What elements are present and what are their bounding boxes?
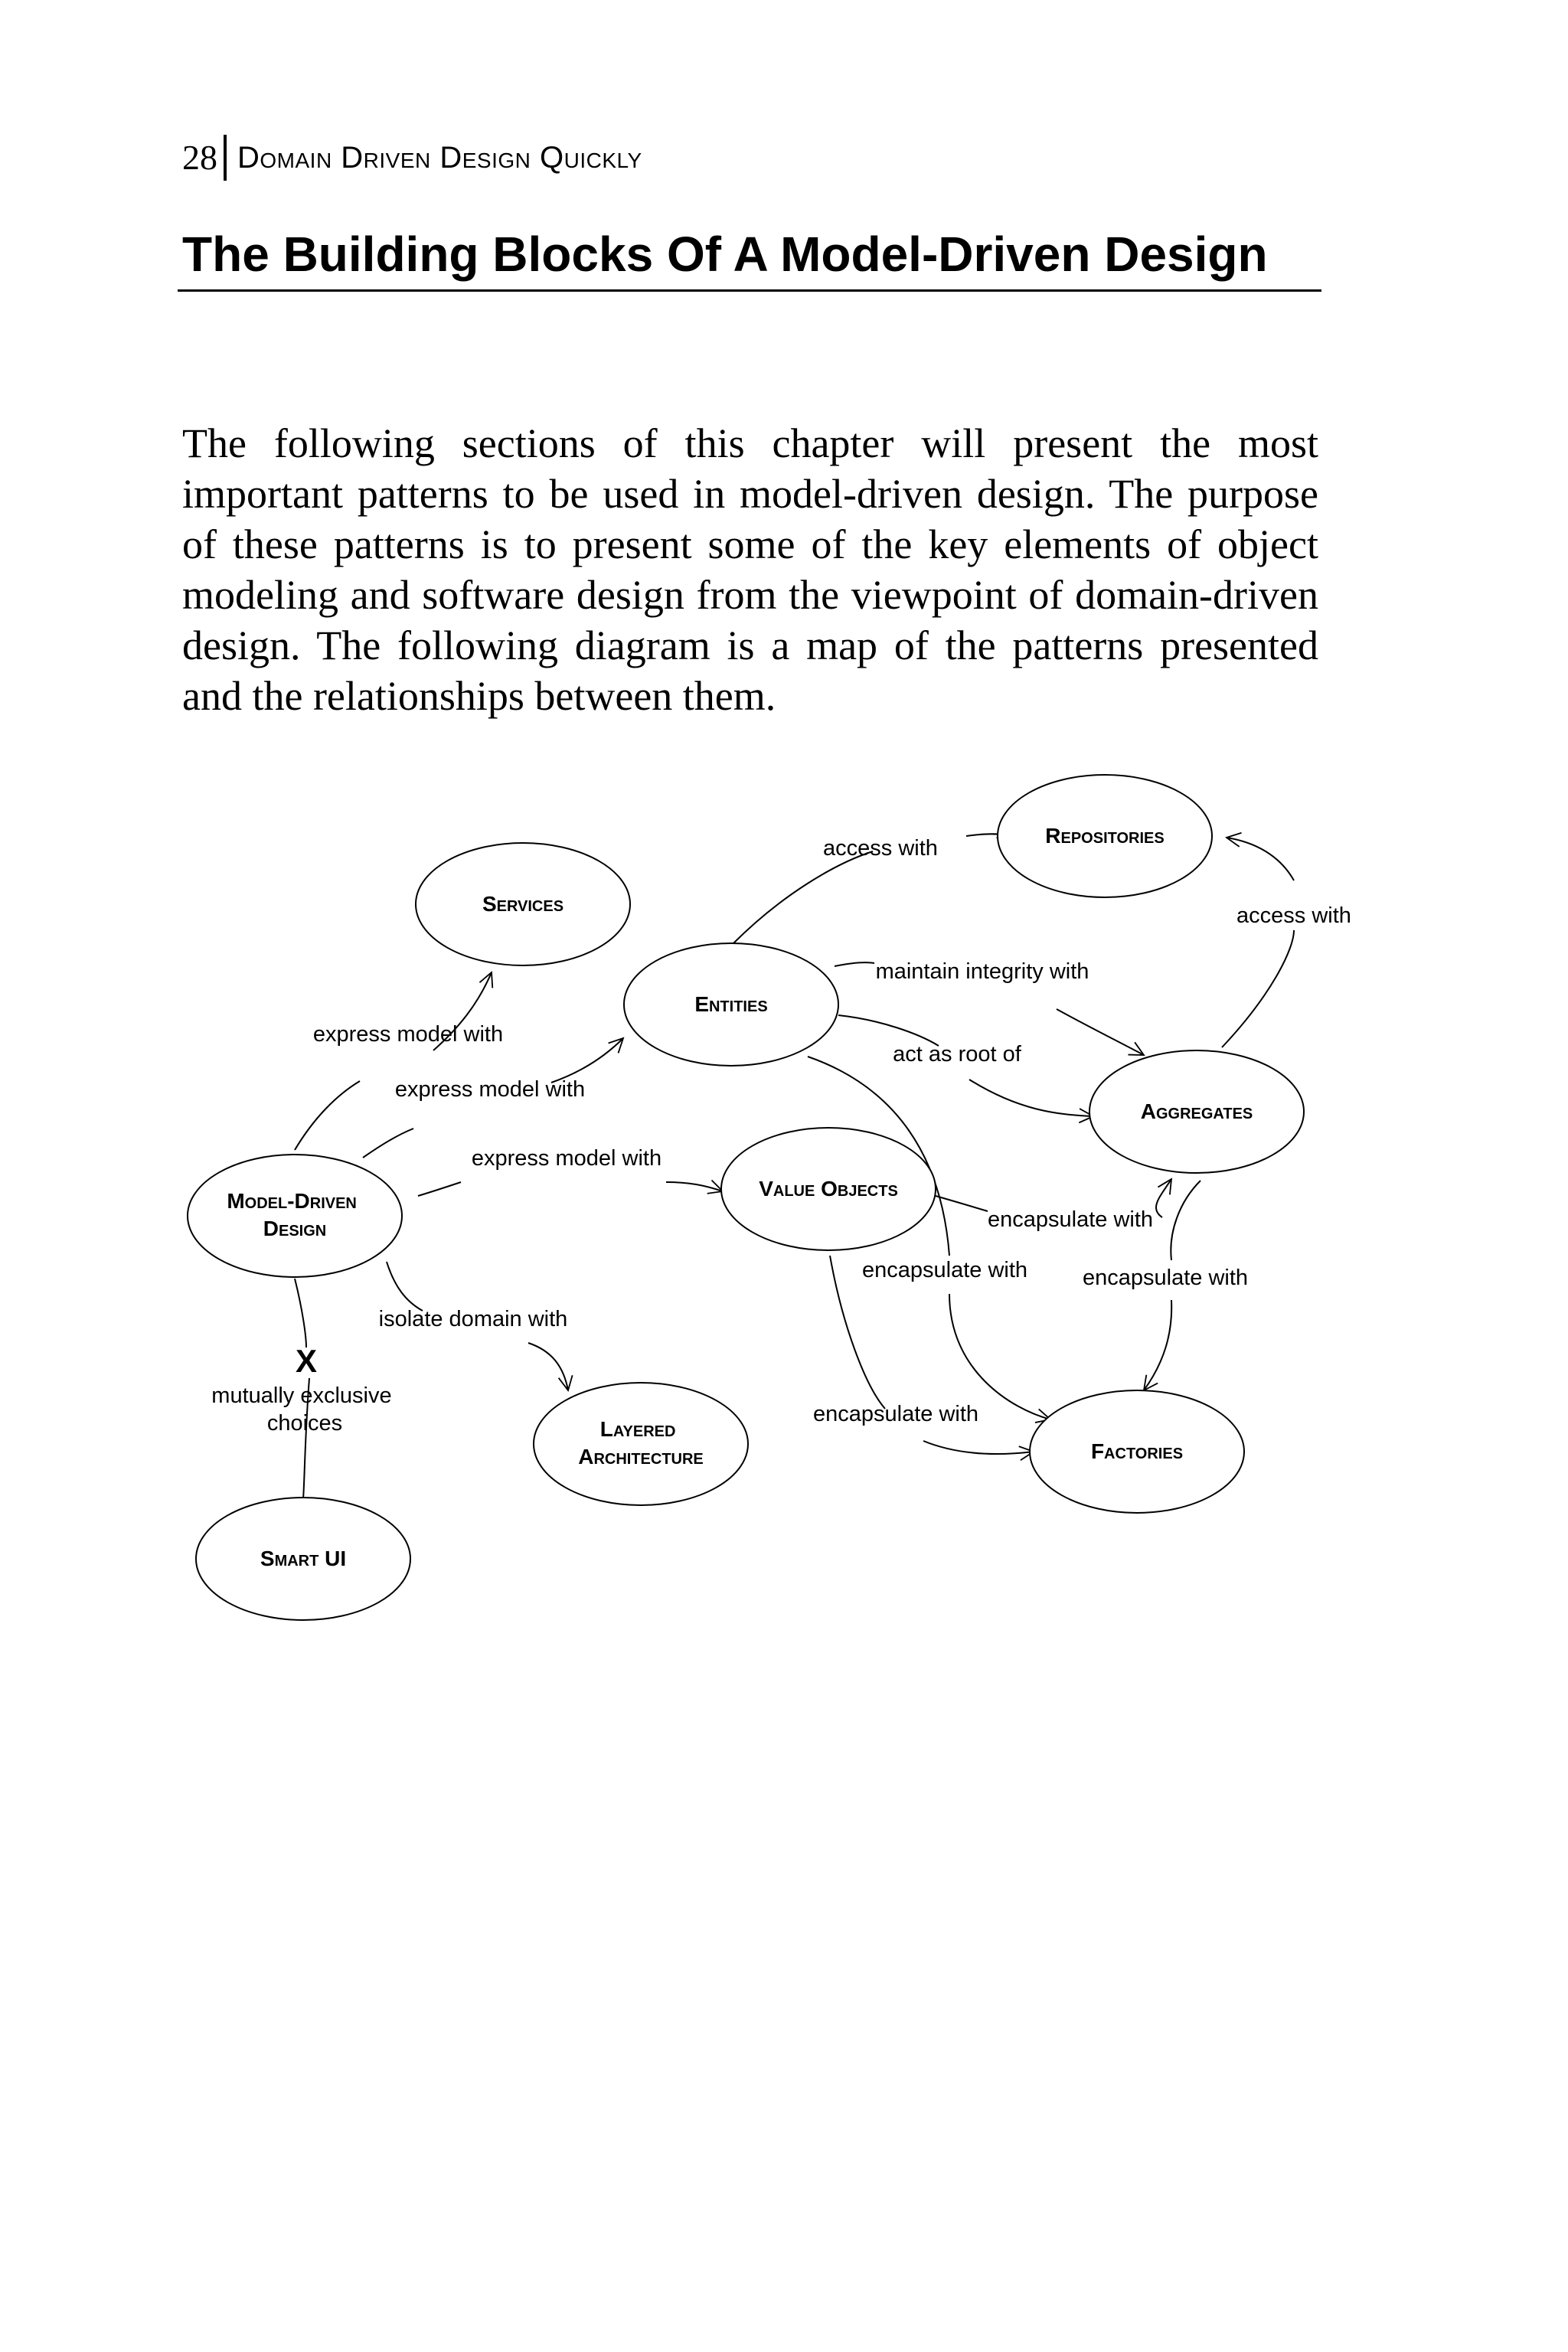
label-factories: Factories xyxy=(1090,1439,1184,1463)
edge-label-aggregates-access-repositories: access with xyxy=(1236,903,1351,928)
exclusive-marker: X xyxy=(295,1343,318,1379)
body-paragraph: The following sections of this chapter will present the most important patterns to be used in model-driven design. The purpose of these patterns is to present some of the key elements of object modeling and software design from the viewpoint of domain-driven design. The following diagram is a map of the patterns presented and the relationships between them. xyxy=(182,420,1318,719)
node-layered-architecture xyxy=(534,1383,748,1505)
book-title: Domain Driven Design Quickly xyxy=(237,141,642,175)
edge-mdd-services xyxy=(295,972,492,1150)
edge-label-entities-maintain-aggregates: maintain integrity with xyxy=(875,959,1089,984)
edge-aggregates-repositories xyxy=(1222,838,1294,1047)
label-aggregates: Aggregates xyxy=(1140,1099,1253,1123)
edge-label-mdd-isolate-layered: isolate domain with xyxy=(378,1307,568,1331)
label-repositories: Repositories xyxy=(1045,824,1165,848)
edge-label-value-objects-aggregates: encapsulate with xyxy=(987,1207,1154,1232)
label-entities: Entities xyxy=(694,992,768,1016)
exclusive-note: mutually exclusive choices xyxy=(211,1383,392,1436)
edge-label-mdd-express-services: express model with xyxy=(312,1022,504,1047)
node-model-driven-design xyxy=(188,1155,402,1277)
edge-label-value-objects-factories: encapsulate with xyxy=(812,1402,979,1426)
label-services: Services xyxy=(482,892,564,916)
edge-label-entities-root-aggregates: act as root of xyxy=(893,1042,1021,1067)
edge-label-aggregates-factories: encapsulate with xyxy=(1082,1266,1249,1290)
section-title: The Building Blocks Of A Model-Driven Design xyxy=(182,227,1268,282)
edge-mdd-value-objects xyxy=(418,1182,723,1196)
edge-label-mdd-express-entities: express model with xyxy=(394,1077,586,1102)
edge-label-entities-factories: encapsulate with xyxy=(861,1258,1028,1282)
label-smart-ui: Smart UI xyxy=(260,1547,347,1570)
edge-label-entities-access-repositories: access with xyxy=(823,836,938,861)
label-value-objects: Value Objects xyxy=(759,1177,898,1200)
page-number: 28 xyxy=(182,138,217,177)
edge-label-mdd-express-value-objects: express model with xyxy=(471,1146,662,1171)
label-layered-architecture: Layered Architecture xyxy=(578,1417,704,1468)
label-model-driven-design: Model-Driven Design xyxy=(227,1189,357,1240)
